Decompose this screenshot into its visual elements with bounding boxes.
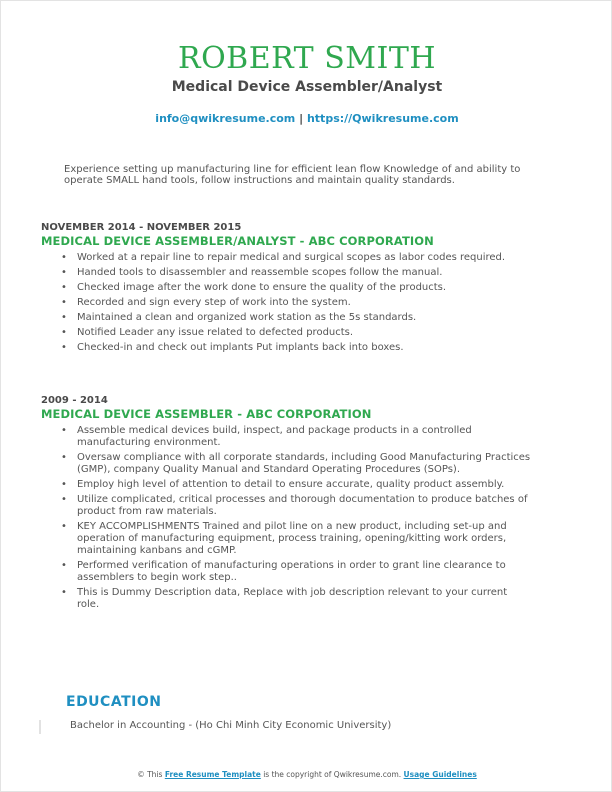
job-bullet: • Recorded and sign every step of work into the system. (41, 297, 531, 309)
footer-prefix: © This (137, 770, 165, 779)
candidate-name: ROBERT SMITH (177, 41, 437, 76)
website-link[interactable]: https://Qwikresume.com (306, 112, 459, 125)
job-bullet: • Checked-in and check out implants Put implants back into boxes. (41, 342, 531, 354)
education-entry: Bachelor in Accounting - (Ho Chi Minh City Economic University) (70, 720, 392, 731)
summary-text: Experience setting up manufacturing line for efficient lean flow Knowledge of and ability to operate SMALL hand tools, follow instructions and maintain quality standards. (64, 164, 521, 187)
job-bullet: • This is Dummy Description data, Replace with job description relevant to your current role. (41, 587, 531, 611)
job-title: MEDICAL DEVICE ASSEMBLER/ANALYST - ABC CORPORATION (41, 234, 434, 248)
job-bullet-list (41, 425, 531, 614)
job-bullet: • Maintained a clean and organized work station as the 5s standards. (41, 312, 531, 324)
contact-line (1, 112, 612, 125)
job-bullet: • Worked at a repair line to repair medical and surgical scopes as labor codes required. (41, 252, 531, 264)
contact-separator: | (295, 112, 307, 125)
job-bullet: • Performed verification of manufacturing operations in order to grant line clearance to assemblers to begin work step.. (41, 560, 531, 584)
job-bullet-list (41, 252, 531, 357)
footer-copyright (1, 770, 612, 779)
job-title: MEDICAL DEVICE ASSEMBLER - ABC CORPORATION (41, 407, 372, 421)
job-bullet: • Checked image after the work done to ensure the quality of the products. (41, 282, 531, 294)
job-bullet: • Notified Leader any issue related to defected products. (41, 327, 531, 339)
job-bullet: • Oversaw compliance with all corporate standards, including Good Manufacturing Practices (GMP), company Quality Manual and Standard Operating Procedures (SOPs). (41, 452, 531, 476)
free-resume-template-link[interactable]: Free Resume Template (164, 770, 261, 779)
job-dates: 2009 - 2014 (41, 395, 108, 406)
education-divider (39, 720, 41, 734)
job-dates: NOVEMBER 2014 - NOVEMBER 2015 (41, 222, 242, 233)
footer-middle: is the copyright of Qwikresume.com. (260, 770, 404, 779)
job-bullet: • KEY ACCOMPLISHMENTS Trained and pilot line on a new product, including set-up and operation of manufacturing equipment, process training, opening/kitting work orders, maintaining kanbans and cGMP. (41, 521, 531, 557)
email-link[interactable]: info@qwikresume.com (155, 112, 296, 125)
job-bullet: • Utilize complicated, critical processes and thorough documentation to produce batches of product from raw materials. (41, 494, 531, 518)
job-bullet: • Assemble medical devices build, inspect, and package products in a controlled manufacturing environment. (41, 425, 531, 449)
education-heading: EDUCATION (66, 694, 162, 710)
job-bullet: • Handed tools to disassembler and reassemble scopes follow the manual. (41, 267, 531, 279)
job-bullet: • Employ high level of attention to detail to ensure accurate, quality product assembly. (41, 479, 531, 491)
candidate-title: Medical Device Assembler/Analyst (171, 79, 443, 95)
usage-guidelines-link[interactable]: Usage Guidelines (403, 770, 477, 779)
